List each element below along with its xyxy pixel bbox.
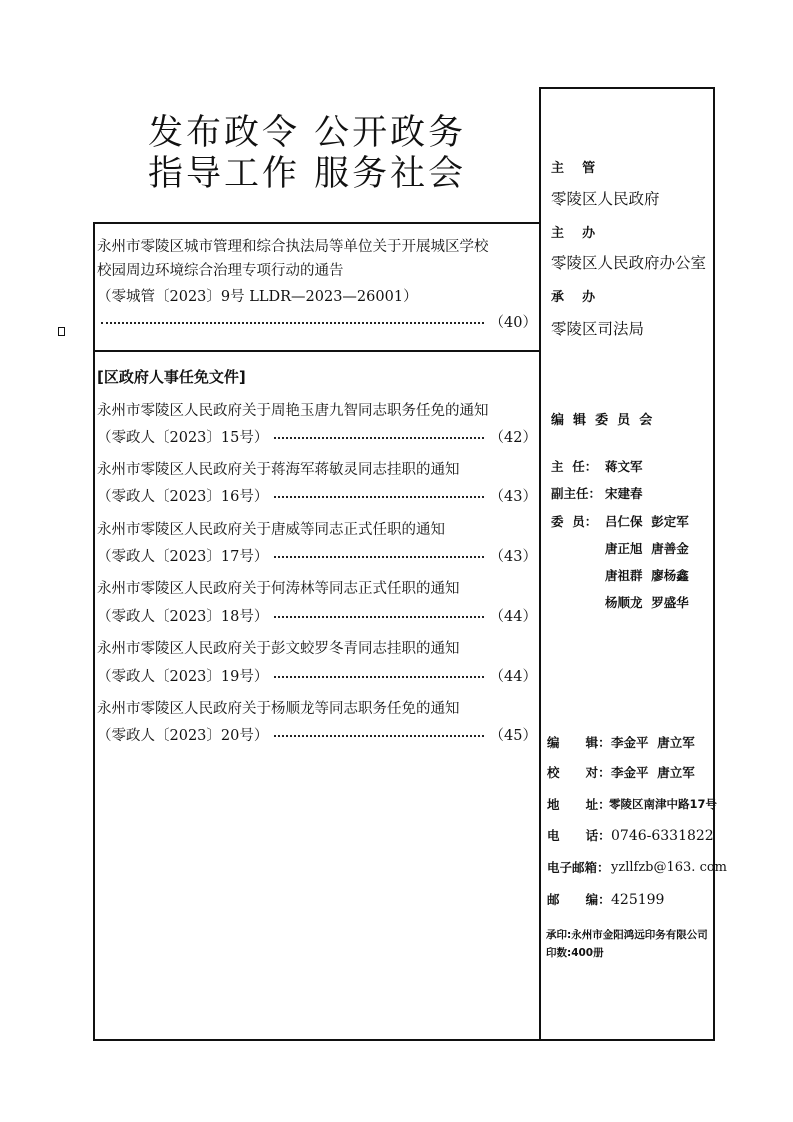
email-value: yzllfzb@163. com [611, 860, 728, 875]
frame-divider [539, 87, 541, 1041]
member-pair: 唐祖群 廖杨鑫 [605, 568, 689, 583]
organizer-label: 承 办 [551, 290, 596, 305]
frame-left [93, 222, 95, 1041]
member-pair: 吕仁保 彭定军 [605, 514, 689, 529]
leader-dots [101, 322, 484, 324]
leader-dots [274, 556, 483, 558]
toc-item-doc-number: （零政人〔2023〕19号） [97, 668, 269, 685]
toc-item-page: （43） [489, 548, 537, 565]
feature-title-line-1[interactable]: 永州市零陵区城市管理和综合执法局等单位关于开展城区学校 [97, 239, 489, 255]
phone-value: 0746-6331822 [611, 828, 714, 844]
toc-item-row [97, 487, 537, 503]
toc-item-doc-number: （零政人〔2023〕20号） [97, 727, 269, 744]
supervisor-label: 主 管 [551, 161, 596, 176]
director-value: 蒋文军 [605, 459, 643, 474]
feature-doc-number: （零城管〔2023〕9号 LLDR—2023—26001） [97, 289, 418, 305]
supervisor-value: 零陵区人民政府 [551, 190, 660, 208]
toc-item-row [97, 547, 537, 563]
toc-item-title[interactable]: 永州市零陵区人民政府关于唐威等同志正式任职的通知 [97, 522, 445, 538]
frame-bottom [93, 1039, 715, 1041]
leader-dots [274, 496, 483, 498]
deputy-label: 副主任： [551, 486, 602, 501]
feature-title-line-2[interactable]: 校园周边环境综合治理专项行动的通告 [97, 263, 344, 279]
toc-item-title[interactable]: 永州市零陵区人民政府关于何涛林等同志正式任职的通知 [97, 581, 460, 597]
toc-item-title[interactable]: 永州市零陵区人民政府关于彭文蛟罗冬青同志挂职的通知 [97, 641, 460, 657]
editor-label: 编 辑： [547, 735, 611, 750]
postcode-label: 邮 编： [547, 892, 611, 907]
toc-item-row [97, 607, 537, 623]
toc-item-doc-number: （零政人〔2023〕16号） [97, 488, 269, 505]
editor-value: 李金平 唐立军 [611, 735, 695, 750]
leader-dots [274, 437, 483, 439]
toc-item-doc-number: （零政人〔2023〕15号） [97, 429, 269, 446]
frame-top-right [539, 87, 715, 89]
toc-item-page: （44） [489, 608, 537, 625]
sponsor-label: 主 办 [551, 226, 596, 241]
frame-right [713, 87, 715, 1041]
toc-item-doc-number: （零政人〔2023〕18号） [97, 608, 269, 625]
phone-label: 电 话： [547, 828, 611, 843]
feature-box-top [93, 222, 541, 224]
toc-item-row [97, 428, 537, 444]
proof-label: 校 对： [547, 765, 611, 780]
toc-item-row [97, 726, 537, 742]
director-label: 主 任： [551, 459, 598, 474]
members-label: 委 员： [551, 514, 598, 529]
feature-page: （40） [489, 314, 537, 331]
toc-item-row [97, 667, 537, 683]
postcode-value: 425199 [611, 892, 665, 908]
toc-item-title[interactable]: 永州市零陵区人民政府关于杨顺龙等同志职务任免的通知 [97, 701, 460, 717]
deputy-value: 宋建春 [605, 486, 643, 501]
printer-info: 承印:永州市金阳鸿远印务有限公司 [546, 929, 708, 941]
proof-value: 李金平 唐立军 [611, 765, 695, 780]
slogan-line-2: 指导工作 服务社会 [148, 154, 467, 194]
print-copies: 印数:400册 [546, 947, 604, 959]
feature-box-bottom [93, 350, 541, 352]
toc-item-page: （43） [489, 488, 537, 505]
committee-heading: 编 辑 委 员 会 [551, 413, 653, 428]
organizer-value: 零陵区司法局 [551, 320, 645, 338]
member-pair: 杨顺龙 罗盛华 [605, 595, 689, 610]
toc-item-page: （44） [489, 668, 537, 685]
feature-page-row [97, 313, 537, 329]
address-value: 零陵区南津中路17号 [609, 797, 718, 811]
toc-item-page: （42） [489, 429, 537, 446]
toc-item-doc-number: （零政人〔2023〕17号） [97, 548, 269, 565]
sponsor-value: 零陵区人民政府办公室 [551, 254, 707, 272]
member-pair: 唐正旭 唐善金 [605, 541, 689, 556]
leader-dots [274, 735, 483, 737]
email-label: 电子邮箱： [547, 860, 610, 875]
address-label: 地 址： [547, 797, 611, 812]
slogan-line-1: 发布政令 公开政务 [148, 113, 467, 153]
toc-item-title[interactable]: 永州市零陵区人民政府关于周艳玉唐九智同志职务任免的通知 [97, 403, 489, 419]
leader-dots [274, 616, 483, 618]
toc-item-title[interactable]: 永州市零陵区人民政府关于蒋海军蒋敏灵同志挂职的通知 [97, 462, 460, 478]
leader-dots [274, 676, 483, 678]
section-heading: [区政府人事任免文件] [97, 368, 246, 386]
toc-item-page: （45） [489, 727, 537, 744]
margin-mark [58, 327, 65, 336]
